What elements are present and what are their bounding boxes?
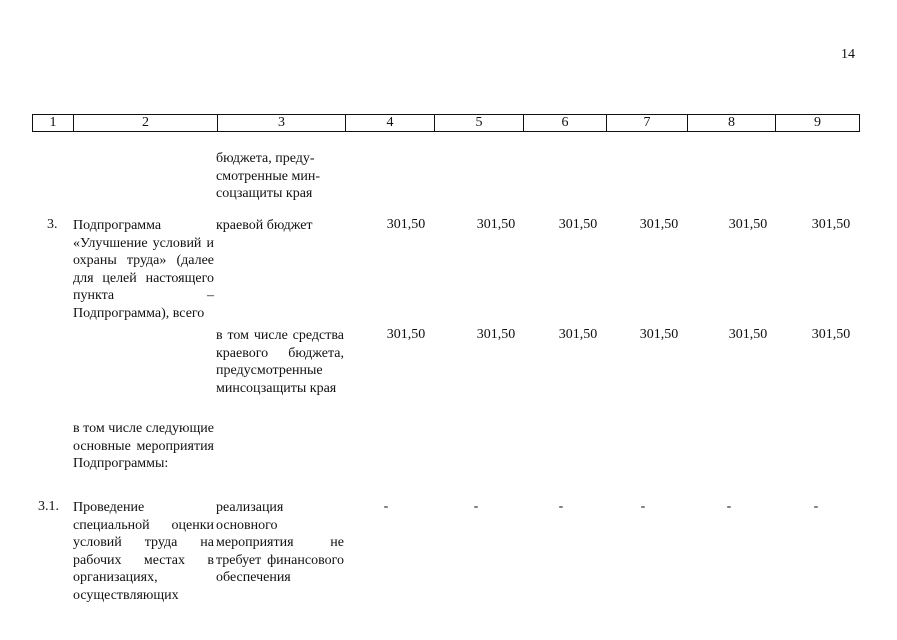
value-cell: 301,50: [558, 217, 598, 232]
value-cell: 301,50: [811, 217, 851, 232]
value-cell: 301,50: [476, 217, 516, 232]
row-number: 3.1.: [38, 499, 59, 514]
page-number: 14: [841, 47, 855, 62]
value-cell: -: [473, 499, 479, 514]
value-cell: -: [813, 499, 819, 514]
funding-source-detail: в том числе средства краевого бюджета, предусмотренные минсоцзащиты края: [216, 328, 344, 396]
value-cell: 301,50: [728, 327, 768, 342]
value-cell: 301,50: [639, 217, 679, 232]
value-cell: -: [558, 499, 564, 514]
header-col-3: 3: [218, 115, 346, 131]
header-col-6: 6: [524, 115, 607, 131]
value-cell: 301,50: [386, 327, 426, 342]
header-col-1: 1: [33, 115, 74, 131]
activity-name: Проведение специальной оценки условий труда на рабочих местах в организациях, осуществляющих: [73, 500, 214, 603]
funding-source-continued: бюджета, преду- смотренные мин- соцзащиты края: [216, 151, 321, 202]
value-cell: 301,50: [728, 217, 768, 232]
header-col-9: 9: [814, 115, 821, 130]
value-cell: -: [383, 499, 389, 514]
subheading: в том числе следующие основные мероприятия Подпрограммы:: [73, 421, 214, 472]
value-cell: 301,50: [476, 327, 516, 342]
header-col-8: 8: [688, 115, 776, 131]
value-cell: -: [726, 499, 732, 514]
value-cell: 301,50: [811, 327, 851, 342]
header-col-2: 2: [74, 115, 218, 131]
row-number: 3.: [47, 217, 58, 232]
funding-source: краевой бюджет: [216, 218, 313, 233]
header-col-4: 4: [346, 115, 435, 131]
value-cell: 301,50: [639, 327, 679, 342]
value-cell: 301,50: [386, 217, 426, 232]
value-cell: -: [640, 499, 646, 514]
header-col-7: 7: [607, 115, 688, 131]
funding-source: реализация основного мероприятия не требует финансового обеспечения: [216, 500, 344, 586]
value-cell: 301,50: [558, 327, 598, 342]
header-col-5: 5: [435, 115, 524, 131]
table-header-row: [32, 114, 860, 132]
program-name: Подпрограмма «Улучшение условий и охраны труда» (далее для целей настоящего пункта – Подпрограмма), всего: [73, 218, 214, 321]
